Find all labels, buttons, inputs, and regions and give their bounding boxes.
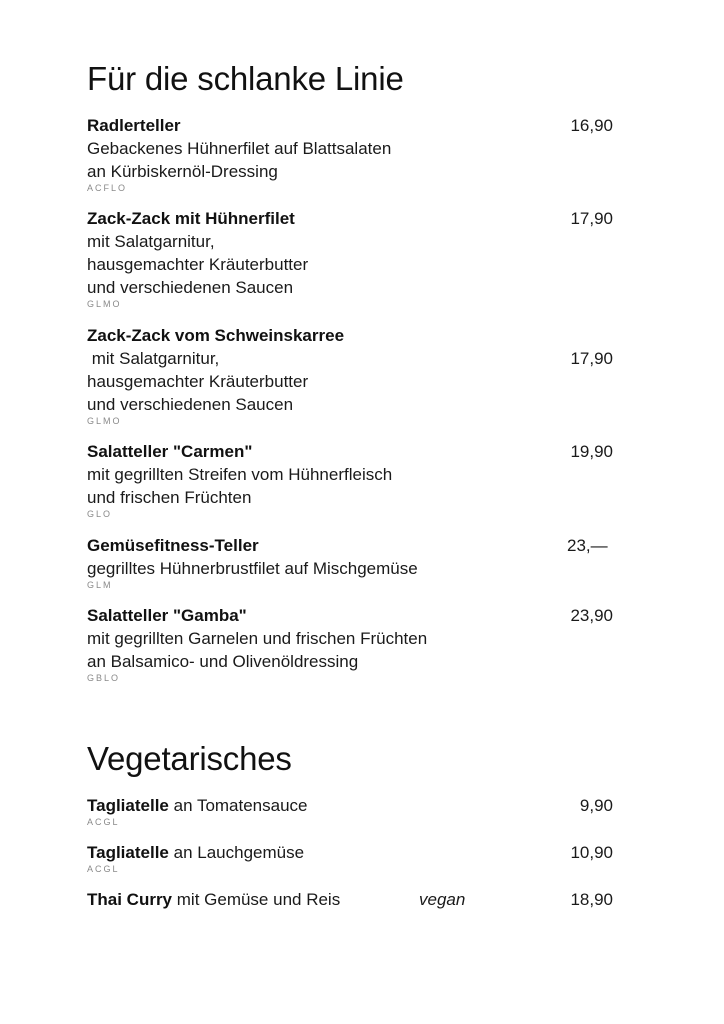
dish-name: Zack-Zack mit Hühnerfilet <box>87 209 295 228</box>
dish-description: an Lauchgemüse <box>168 843 305 862</box>
menu-item-zack-zack-huehnerfilet <box>87 207 627 310</box>
menu-item-tagliatelle-tomatensauce <box>87 794 627 828</box>
allergen-codes: ACGL <box>87 817 120 827</box>
dish-description: an Kürbiskernöl-Dressing <box>87 162 278 181</box>
dish-price: 17,90 <box>570 209 613 228</box>
dish-description: mit Gemüse und Reis <box>172 890 341 909</box>
dish-price: 18,90 <box>570 890 613 909</box>
dish-name: Salatteller "Gamba" <box>87 606 247 625</box>
allergen-codes: GBLO <box>87 673 121 683</box>
dish-description: an Tomatensauce <box>168 796 308 815</box>
dish-price: 16,90 <box>570 116 613 135</box>
dish-description: hausgemachter Kräuterbutter <box>87 255 309 274</box>
menu-item-tagliatelle-lauchgemuese <box>87 841 627 875</box>
dish-description: und frischen Früchten <box>87 488 252 507</box>
dish-name: Radlerteller <box>87 116 181 135</box>
dish-description: an Balsamico- und Olivenöldressing <box>87 652 359 671</box>
menu-item-gemuesefitness-teller <box>87 534 627 591</box>
dish-description: gegrilltes Hühnerbrustfilet auf Mischgemüse <box>87 559 418 578</box>
dish-price: 9,90 <box>579 796 613 815</box>
dish-description: und verschiedenen Saucen <box>87 278 294 297</box>
dish-price: 23,90 <box>570 606 613 625</box>
dish-name: Tagliatelle <box>87 796 169 815</box>
allergen-codes: ACGL <box>87 864 120 874</box>
section-title-schlanke-linie: Für die schlanke Linie <box>87 60 404 97</box>
allergen-codes: ACFLO <box>87 183 128 193</box>
allergen-codes: GLO <box>87 509 113 519</box>
dish-name: Salatteller "Carmen" <box>87 442 253 461</box>
menu-item-radlerteller <box>87 114 627 194</box>
dish-name: Tagliatelle <box>87 843 169 862</box>
menu-item-thai-curry <box>87 888 627 911</box>
dish-price: 23,— <box>567 536 608 555</box>
dish-name: Thai Curry <box>87 890 173 909</box>
dish-price: 19,90 <box>570 442 613 461</box>
dish-price: 10,90 <box>570 843 613 862</box>
dish-description: mit gegrillten Streifen vom Hühnerfleisch <box>87 465 393 484</box>
dish-price: 17,90 <box>570 349 613 368</box>
dish-name: Gemüsefitness-Teller <box>87 536 259 555</box>
menu-item-zack-zack-schweinskarree <box>87 324 627 427</box>
dish-description: mit Salatgarnitur, <box>87 232 215 251</box>
dish-description: mit Salatgarnitur, <box>87 349 220 368</box>
vegan-tag: vegan <box>419 890 466 909</box>
menu-item-salatteller-gamba <box>87 604 627 684</box>
dish-description: Gebackenes Hühnerfilet auf Blattsalaten <box>87 139 392 158</box>
dish-description: und verschiedenen Saucen <box>87 395 294 414</box>
allergen-codes: GLMO <box>87 416 122 426</box>
allergen-codes: GLM <box>87 580 113 590</box>
allergen-codes: GLMO <box>87 299 122 309</box>
section-title-vegetarisches: Vegetarisches <box>87 740 292 777</box>
dish-description: mit gegrillten Garnelen und frischen Früchten <box>87 629 428 648</box>
dish-description: hausgemachter Kräuterbutter <box>87 372 309 391</box>
menu-item-salatteller-carmen <box>87 440 627 520</box>
dish-name: Zack-Zack vom Schweinskarree <box>87 326 345 345</box>
